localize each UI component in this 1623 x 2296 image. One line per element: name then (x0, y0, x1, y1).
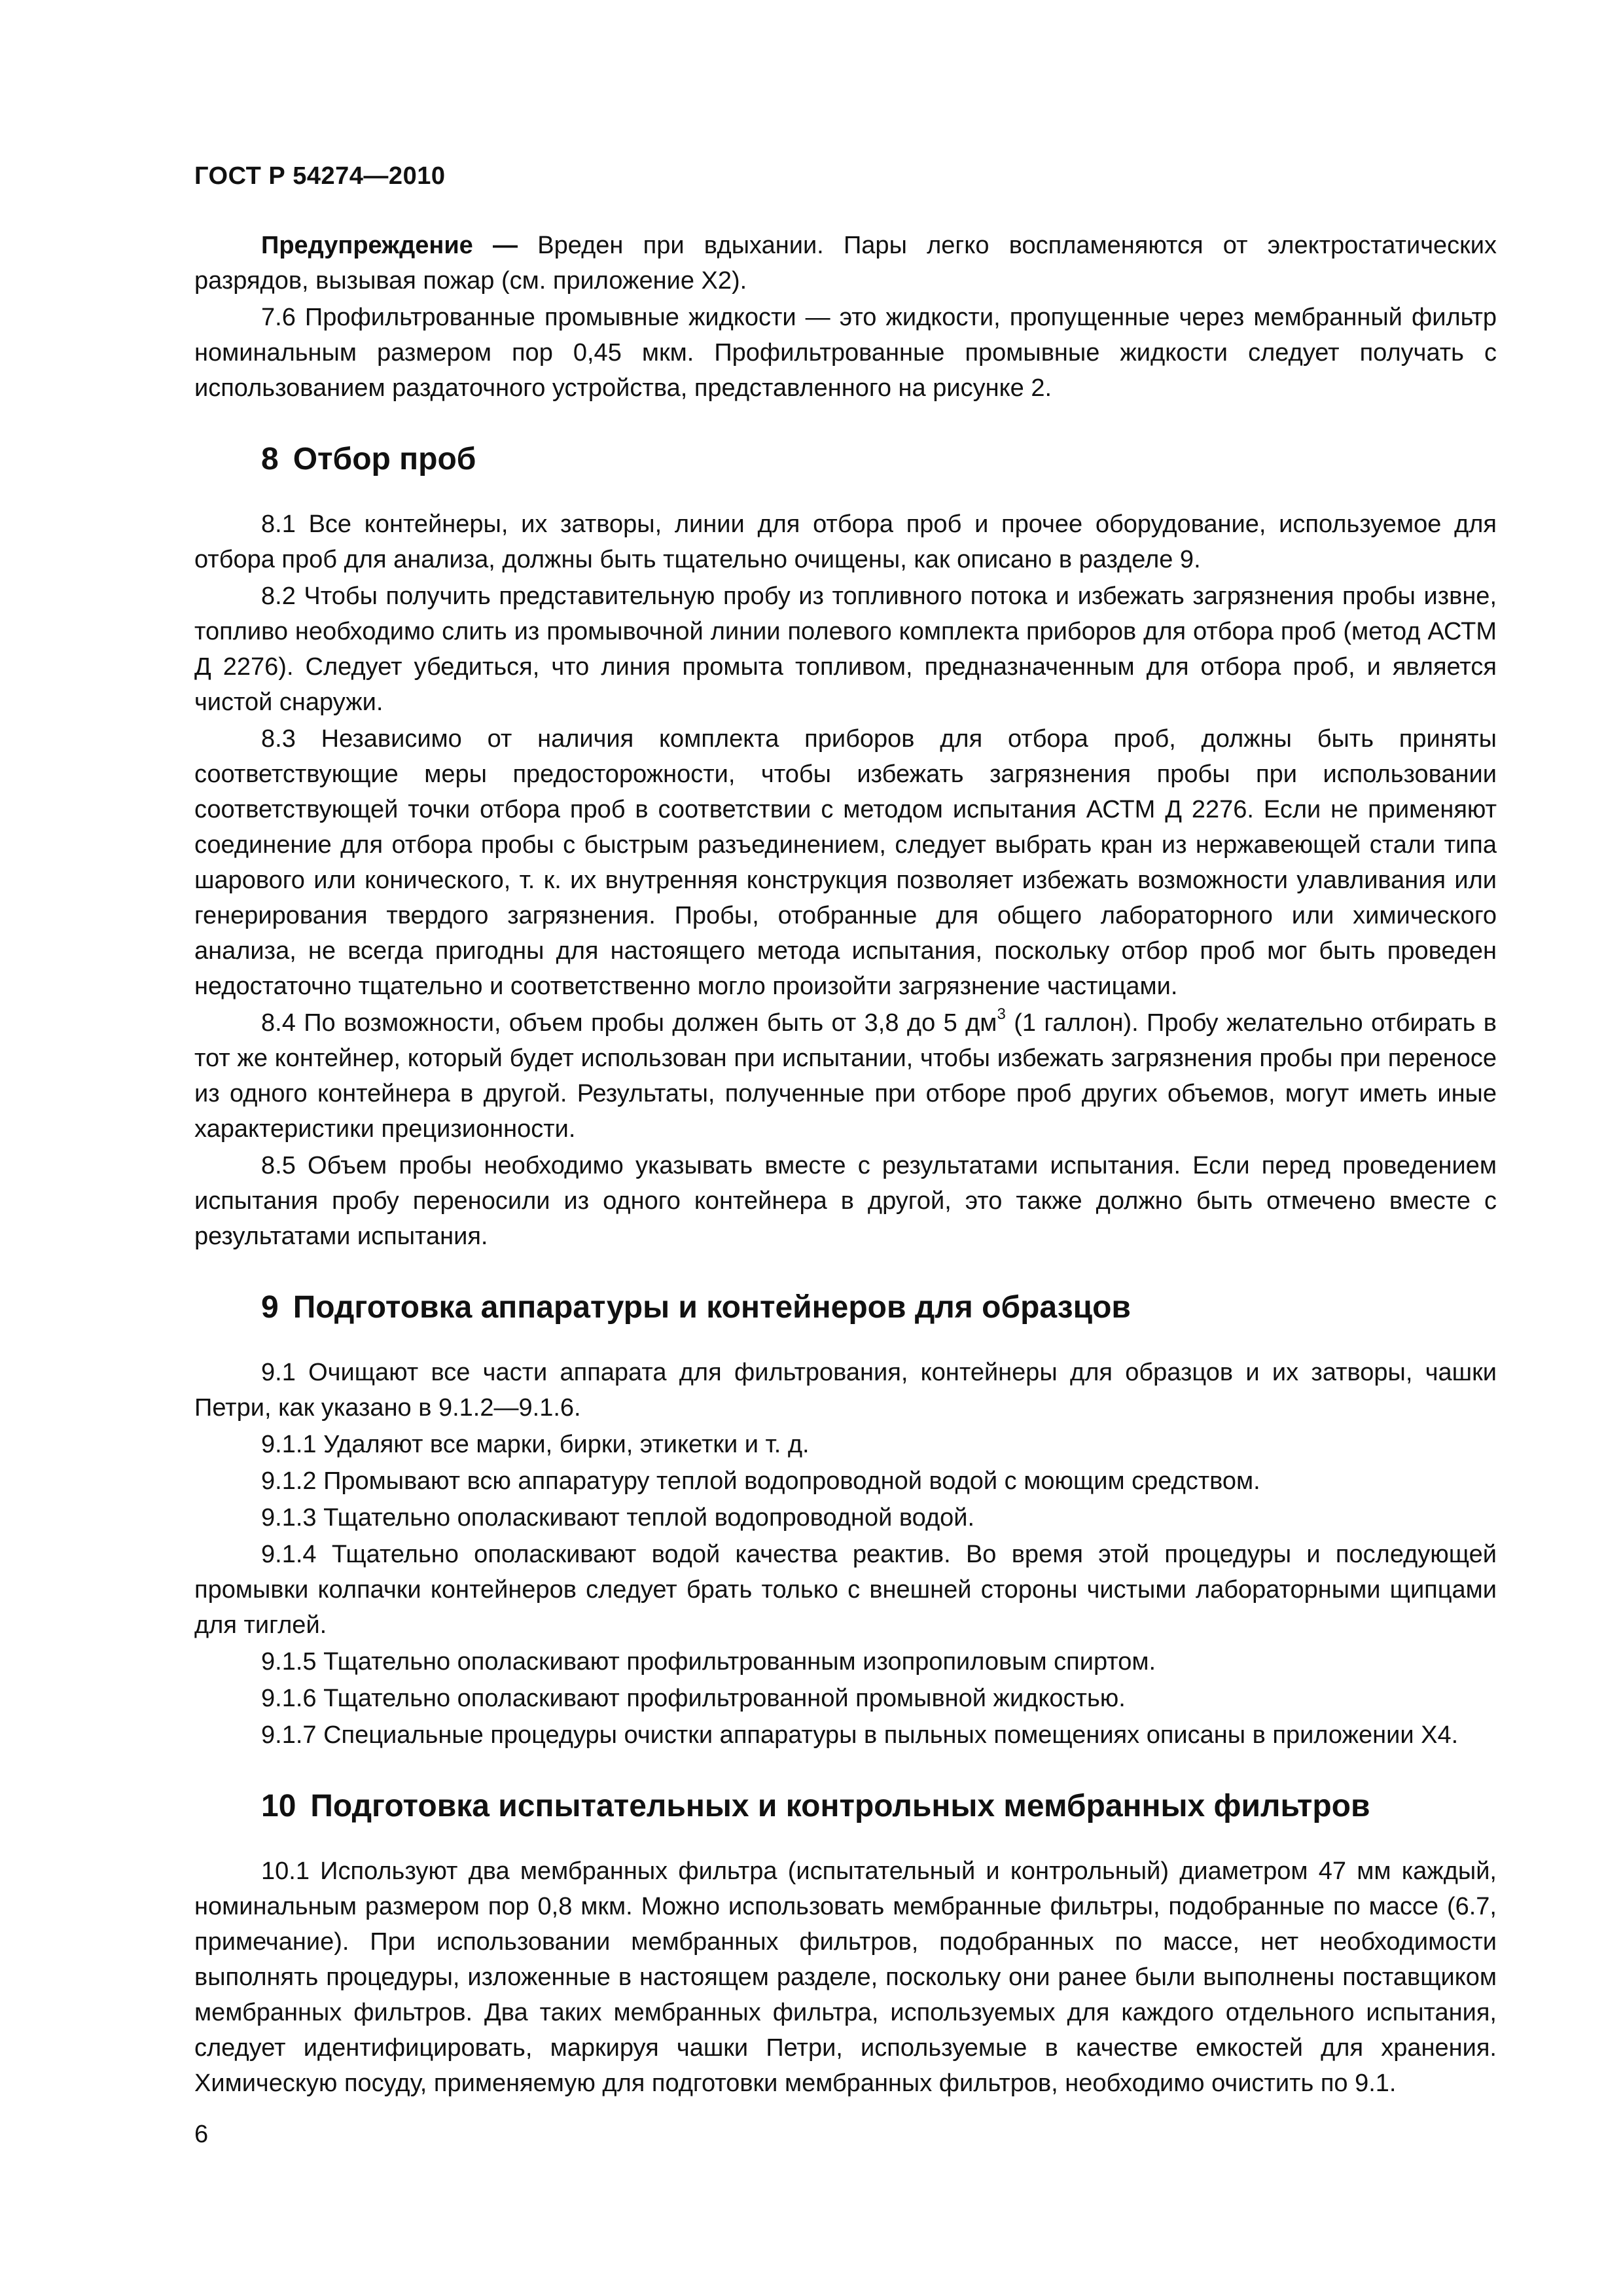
warning-label: Предупреждение — (261, 232, 518, 259)
paragraph-9-1-6: 9.1.6 Тщательно ополаскивают профильтрованной промывной жидкостью. (261, 1685, 1126, 1712)
section-title: Подготовка аппаратуры и контейнеров для образцов (293, 1290, 1131, 1325)
paragraph-9-1: 9.1 Очищают все части аппарата для фильтрования, контейнеры для образцов и их затворы, чашки Петри, как указано в 9.1.2—9.1.6. (194, 1359, 1497, 1422)
paragraph-8-4 (194, 1005, 1497, 1147)
superscript-3: 3 (997, 1005, 1006, 1024)
paragraph-9-1-1: 9.1.1 Удаляют все марки, бирки, этикетки и т. д. (261, 1431, 810, 1458)
section-number: 8 (261, 442, 279, 476)
paragraph-9-1-7: 9.1.7 Специальные процедуры очистки аппаратуры в пыльных помещениях описаны в приложении X4. (261, 1721, 1459, 1749)
paragraph-9-1-3: 9.1.3 Тщательно ополаскивают теплой водопроводной водой. (261, 1504, 975, 1532)
paragraph-8-4-start: 8.4 По возможности, объем пробы должен быть от 3,8 до 5 дм (261, 1009, 997, 1037)
paragraph-9-1-4: 9.1.4 Тщательно ополаскивают водой качества реактив. Во время этой процедуры и последующей промывки колпачки контейнеров следует брать только с внешней стороны чистыми лабораторными щипцами для тиглей. (194, 1541, 1497, 1639)
section-number: 10 (261, 1789, 296, 1823)
section-title: Подготовка испытательных и контрольных мембранных фильтров (310, 1789, 1370, 1823)
section-8-heading (261, 440, 1497, 479)
warning-text: Вреден при вдыхании. Пары легко воспламеняются от электростатических разрядов, вызывая пожар (см. приложение X2). (194, 232, 1497, 295)
paragraph-8-2: 8.2 Чтобы получить представительную пробу из топливного потока и избежать загрязнения пробы извне, топливо необходимо слить из промывочной линии полевого комплекта приборов для отбора проб (метод АСТМ Д 2276). Следует убедиться, что линия промыта топливом, предназначенным для отбора проб, и является чистой снаружи. (194, 583, 1497, 716)
section-10-heading (261, 1787, 1497, 1826)
paragraph-7-6: 7.6 Профильтрованные промывные жидкости — это жидкости, пропущенные через мембранный фильтр номинальным размером пор 0,45 мкм. Профильтрованные промывные жидкости следует получать с использованием раздаточного устройства, представленного на рисунке 2. (194, 304, 1497, 402)
warning-paragraph (194, 228, 1497, 298)
document-code-header: ГОСТ Р 54274—2010 (194, 162, 446, 190)
paragraph-9-1-2: 9.1.2 Промывают всю аппаратуру теплой водопроводной водой с моющим средством. (261, 1467, 1260, 1495)
paragraph-8-1: 8.1 Все контейнеры, их затворы, линии для отбора проб и прочее оборудование, используемое для отбора проб для анализа, должны быть тщательно очищены, как описано в разделе 9. (194, 511, 1497, 573)
document-body (194, 228, 1497, 2102)
section-title: Отбор проб (293, 442, 476, 476)
paragraph-8-5: 8.5 Объем пробы необходимо указывать вместе с результатами испытания. Если перед проведением испытания пробу переносили из одного контейнера в другой, это также должно быть отмечено вместе с результатами испытания. (194, 1152, 1497, 1250)
paragraph-10-1: 10.1 Используют два мембранных фильтра (испытательный и контрольный) диаметром 47 мм каждый, номинальным размером пор 0,8 мкм. Можно использовать мембранные фильтры, подобранные по массе (6.7, примечание). При использовании мембранных фильтров, подобранных по массе, нет необходимости выполнять процедуры, изложенные в настоящем разделе, поскольку они ранее были выполнены поставщиком мембранных фильтров. Два таких мембранных фильтра, используемых для каждого отдельного испытания, следует идентифицировать, маркируя чашки Петри, используемые в качестве емкостей для хранения. Химическую посуду, применяемую для подготовки мембранных фильтров, необходимо очистить по 9.1. (194, 1857, 1497, 2097)
page-number: 6 (194, 2121, 209, 2148)
section-number: 9 (261, 1290, 279, 1325)
paragraph-8-3: 8.3 Независимо от наличия комплекта приборов для отбора проб, должны быть приняты соответствующие меры предосторожности, чтобы избежать загрязнения пробы при использовании соответствующей точки отбора проб в соответствии с методом испытания АСТМ Д 2276. Если не применяют соединение для отбора пробы с быстрым разъединением, следует выбрать кран из нержавеющей стали типа шарового или конического, т. к. их внутренняя конструкция позволяет избежать возможности улавливания или генерирования твердого загрязнения. Пробы, отобранные для общего лабораторного или химического анализа, не всегда пригодны для настоящего метода испытания, поскольку отбор проб мог быть проведен недостаточно тщательно и соответственно могло произойти загрязнение частицами. (194, 725, 1497, 1000)
section-9-heading (261, 1288, 1497, 1327)
paragraph-9-1-5: 9.1.5 Тщательно ополаскивают профильтрованным изопропиловым спиртом. (261, 1648, 1156, 1676)
paragraph-8-4-end: (1 галлон). Пробу желательно отбирать в тот же контейнер, который будет использован при испытании, чтобы избежать загрязнения пробы при переносе из одного контейнера в другой. Результаты, полученные при отборе проб других объемов, могут иметь иные характеристики прецизионности. (194, 1009, 1497, 1143)
